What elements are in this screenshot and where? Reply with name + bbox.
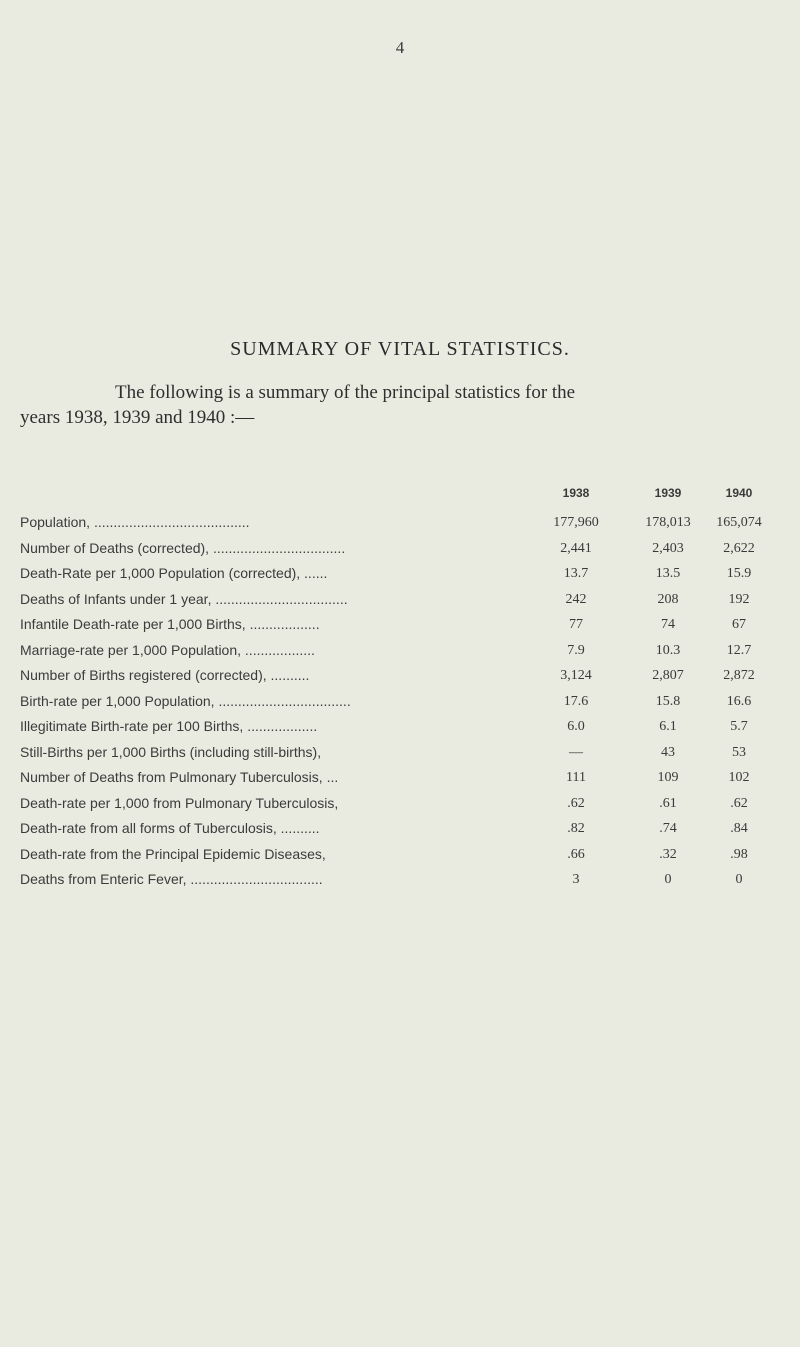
- table-row: [0, 540, 800, 566]
- row-label: Number of Births registered (corrected), ..........: [20, 667, 310, 683]
- value-1940: 15.9: [726, 566, 752, 581]
- row-label: Marriage-rate per 1,000 Population, ..................: [20, 641, 315, 658]
- value-1939: 0: [664, 872, 672, 887]
- value-1939: .74: [659, 821, 677, 836]
- value-1940: .62: [730, 795, 748, 811]
- table-row: [0, 591, 800, 617]
- value-1939: 2,807: [652, 668, 684, 683]
- value-1940: 12.7: [726, 642, 752, 658]
- value-1939: 13.5: [655, 566, 681, 581]
- table-row: [0, 769, 800, 795]
- value-1938: 2,441: [560, 540, 592, 556]
- value-1939: 43: [661, 744, 675, 760]
- value-1940: .84: [730, 821, 748, 836]
- statistics-table: [0, 514, 800, 897]
- value-1939: 6.1: [659, 719, 677, 734]
- value-1939: .32: [659, 846, 677, 862]
- table-row: [0, 871, 800, 897]
- value-1940: 2,622: [723, 540, 755, 556]
- table-row: [0, 744, 800, 770]
- value-1940: 102: [728, 770, 750, 785]
- value-1939: .61: [659, 795, 677, 811]
- value-1940: 5.7: [730, 719, 748, 734]
- table-row: [0, 693, 800, 719]
- intro-line-2: years 1938, 1939 and 1940 :—: [20, 407, 255, 428]
- value-1939: 74: [661, 617, 675, 632]
- row-label: Population, ........................................: [20, 514, 250, 530]
- page-title: SUMMARY OF VITAL STATISTICS.: [230, 338, 570, 360]
- row-label: Birth-rate per 1,000 Population, ..................................: [20, 692, 351, 709]
- row-label: Death-Rate per 1,000 Population (corrected), ......: [20, 565, 328, 581]
- row-label: Death-rate from all forms of Tuberculosis, ..........: [20, 820, 320, 836]
- value-1938: .82: [567, 821, 585, 836]
- table-row: [0, 565, 800, 591]
- table-row: [0, 718, 800, 744]
- intro-paragraph: [20, 380, 755, 430]
- value-1939: 178,013: [645, 515, 691, 530]
- table-row: [0, 616, 800, 642]
- value-1939: 2,403: [652, 540, 684, 556]
- table-row: [0, 642, 800, 668]
- table-row: [0, 795, 800, 821]
- value-1940: 0: [735, 872, 743, 887]
- row-label: Still-Births per 1,000 Births (including still-births),: [20, 743, 322, 760]
- value-1939: 15.8: [655, 693, 681, 709]
- row-label: Death-rate from the Principal Epidemic Diseases,: [20, 845, 326, 862]
- table-row: [0, 820, 800, 846]
- value-1940: 16.6: [726, 693, 752, 709]
- value-1938: —: [569, 744, 583, 760]
- table-row: [0, 846, 800, 872]
- year-header-1938: 1938: [562, 486, 590, 500]
- row-label: Number of Deaths (corrected), ..................................: [20, 539, 346, 556]
- value-1938: .66: [567, 846, 585, 862]
- page-number: 4: [395, 38, 405, 57]
- value-1940: 53: [732, 744, 746, 760]
- value-1938: 6.0: [567, 719, 585, 734]
- row-label: Deaths of Infants under 1 year, ..................................: [20, 590, 348, 607]
- value-1938: 3,124: [560, 668, 592, 683]
- value-1938: 77: [569, 617, 583, 632]
- value-1940: 67: [732, 617, 746, 632]
- table-row: [0, 514, 800, 540]
- year-header-1940: 1940: [725, 486, 753, 500]
- value-1938: .62: [567, 795, 585, 811]
- value-1940: 2,872: [723, 668, 755, 683]
- intro-line-1: The following is a summary of the principal statistics for the: [115, 382, 576, 403]
- year-header-1939: 1939: [654, 486, 682, 500]
- value-1940: 192: [728, 591, 750, 607]
- value-1938: 242: [565, 591, 587, 607]
- row-label: Death-rate per 1,000 from Pulmonary Tuberculosis,: [20, 794, 339, 811]
- value-1938: 111: [566, 770, 586, 785]
- value-1939: 109: [657, 770, 679, 785]
- table-row: [0, 667, 800, 693]
- row-label: Number of Deaths from Pulmonary Tuberculosis, ...: [20, 769, 339, 785]
- row-label: Illegitimate Birth-rate per 100 Births, ..................: [20, 718, 318, 734]
- value-1940: 165,074: [716, 515, 762, 530]
- value-1938: 3: [572, 872, 580, 887]
- value-1939: 208: [657, 591, 679, 607]
- value-1938: 17.6: [563, 693, 589, 709]
- row-label: Deaths from Enteric Fever, ..................................: [20, 871, 323, 887]
- value-1938: 13.7: [563, 566, 589, 581]
- row-label: Infantile Death-rate per 1,000 Births, ..................: [20, 616, 320, 632]
- value-1938: 7.9: [567, 642, 585, 658]
- value-1940: .98: [730, 846, 748, 862]
- value-1938: 177,960: [553, 515, 599, 530]
- value-1939: 10.3: [655, 642, 681, 658]
